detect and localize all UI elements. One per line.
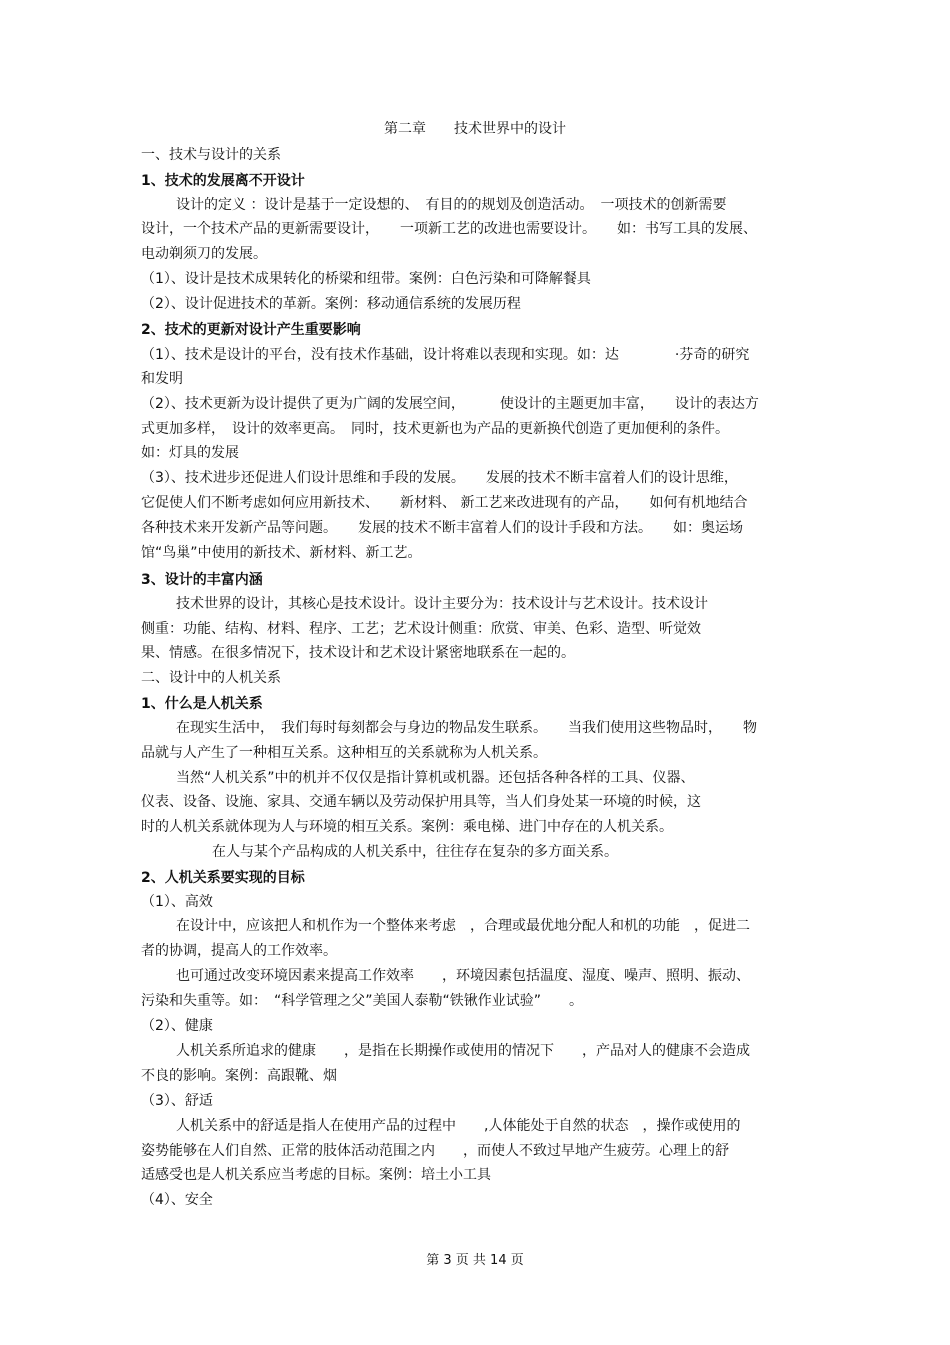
list-item: （1）、设计是技术成果转化的桥梁和纽带。案例：白色污染和可降解餐具 bbox=[141, 271, 591, 287]
subsection-heading: 2、技术的更新对设计产生重要影响 bbox=[141, 322, 361, 338]
paragraph-line: 在人与某个产品构成的人机关系中，往往存在复杂的多方面关系。 bbox=[212, 844, 618, 860]
paragraph-line: 馆“鸟巢”中使用的新技术、新材料、新工艺。 bbox=[141, 545, 422, 561]
paragraph-line: 它促使人们不断考虑如何应用新技术、 新材料、 新工艺来改进现有的产品， 如何有机地结合 bbox=[141, 495, 748, 511]
paragraph-line: 适感受也是人机关系应当考虑的目标。案例：培土小工具 bbox=[141, 1167, 491, 1183]
paragraph-line: 品就与人产生了一种相互关系。这种相互的关系就称为人机关系。 bbox=[141, 745, 547, 761]
paragraph-line: 在现实生活中， 我们每时每刻都会与身边的物品发生联系。 当我们使用这些物品时， 物 bbox=[176, 720, 757, 736]
paragraph-line: 设计，一个技术产品的更新需要设计， 一项新工艺的改进也需要设计。 如：书写工具的发展、 bbox=[141, 221, 757, 237]
paragraph-line: 人机关系中的舒适是指人在使用产品的过程中 ,人体能处于自然的状态 ，操作或使用的 bbox=[176, 1118, 741, 1134]
paragraph-line: 当然“人机关系”中的机并不仅仅是指计算机或机器。还包括各种各样的工具、仪器、 bbox=[176, 770, 695, 786]
subsection-heading: 1、什么是人机关系 bbox=[141, 696, 263, 712]
list-item: （4）、安全 bbox=[141, 1192, 213, 1208]
paragraph-line: 污染和失重等。如： “科学管理之父”美国人泰勒“铁锹作业试验” 。 bbox=[141, 993, 584, 1009]
subsection-heading: 1、技术的发展离不开设计 bbox=[141, 173, 305, 189]
paragraph-line: 仪表、设备、设施、家具、交通车辆以及劳动保护用具等，当人们身处某一环境的时候，这 bbox=[141, 794, 701, 810]
list-item: （3）、技术进步还促进人们设计思维和手段的发展。 发展的技术不断丰富着人们的设计思维， bbox=[141, 470, 738, 486]
paragraph-line: 在设计中，应该把人和机作为一个整体来考虑 ，合理或最优地分配人和机的功能 ，促进二 bbox=[176, 918, 750, 934]
list-item: （3）、舒适 bbox=[141, 1093, 213, 1109]
subsection-heading: 2、人机关系要实现的目标 bbox=[141, 870, 305, 886]
page-footer: 第 3 页 共 14 页 bbox=[426, 1253, 524, 1268]
paragraph-line: 各种技术来开发新产品等问题。 发展的技术不断丰富着人们的设计手段和方法。 如：奥运场 bbox=[141, 520, 743, 536]
paragraph-line: 姿势能够在人们自然、正常的肢体活动范围之内 ，而使人不致过早地产生疲劳。心理上的舒 bbox=[141, 1143, 729, 1159]
paragraph-line: 设计的定义 ：设计是基于一定设想的、 有目的的规划及创造活动。 一项技术的创新需要 bbox=[176, 197, 727, 213]
paragraph-line: 不良的影响。案例：高跟靴、烟 bbox=[141, 1068, 337, 1084]
paragraph-line: 时的人机关系就体现为人与环境的相互关系。案例：乘电梯、进门中存在的人机关系。 bbox=[141, 819, 673, 835]
section-heading: 二、设计中的人机关系 bbox=[141, 670, 281, 686]
paragraph-line: 式更加多样， 设计的效率更高。 同时，技术更新也为产品的更新换代创造了更加便利的条件。 bbox=[141, 421, 729, 437]
list-item: （2）、健康 bbox=[141, 1018, 213, 1034]
paragraph-line: 侧重：功能、结构、材料、程序、工艺；艺术设计侧重：欣赏、审美、色彩、造型、听觉效 bbox=[141, 621, 701, 637]
subsection-heading: 3、设计的丰富内涵 bbox=[141, 572, 263, 588]
list-item: （1）、技术是设计的平台，没有技术作基础，设计将难以表现和实现。如：达 ·芬奇的研究 bbox=[141, 347, 750, 363]
paragraph-line: 电动剃须刀的发展。 bbox=[141, 246, 267, 262]
paragraph-line: 也可通过改变环境因素来提高工作效率 ，环境因素包括温度、湿度、噪声、照明、振动、 bbox=[176, 968, 750, 984]
list-item: （2）、设计促进技术的革新。案例：移动通信系统的发展历程 bbox=[141, 296, 521, 312]
paragraph-line: 如：灯具的发展 bbox=[141, 445, 239, 461]
list-item: （1）、高效 bbox=[141, 894, 213, 910]
section-heading: 一、技术与设计的关系 bbox=[141, 147, 281, 163]
paragraph-line: 果、情感。在很多情况下，技术设计和艺术设计紧密地联系在一起的。 bbox=[141, 645, 575, 661]
chapter-title: 第二章 技术世界中的设计 bbox=[384, 121, 566, 137]
paragraph-line: 者的协调，提高人的工作效率。 bbox=[141, 943, 337, 959]
paragraph-line: 和发明 bbox=[141, 371, 183, 387]
paragraph-line: 人机关系所追求的健康 ，是指在长期操作或使用的情况下 ，产品对人的健康不会造成 bbox=[176, 1043, 750, 1059]
list-item: （2）、技术更新为设计提供了更为广阔的发展空间， 使设计的主题更加丰富， 设计的表达方 bbox=[141, 396, 759, 412]
paragraph-line: 技术世界的设计，其核心是技术设计。设计主要分为：技术设计与艺术设计。技术设计 bbox=[176, 596, 708, 612]
